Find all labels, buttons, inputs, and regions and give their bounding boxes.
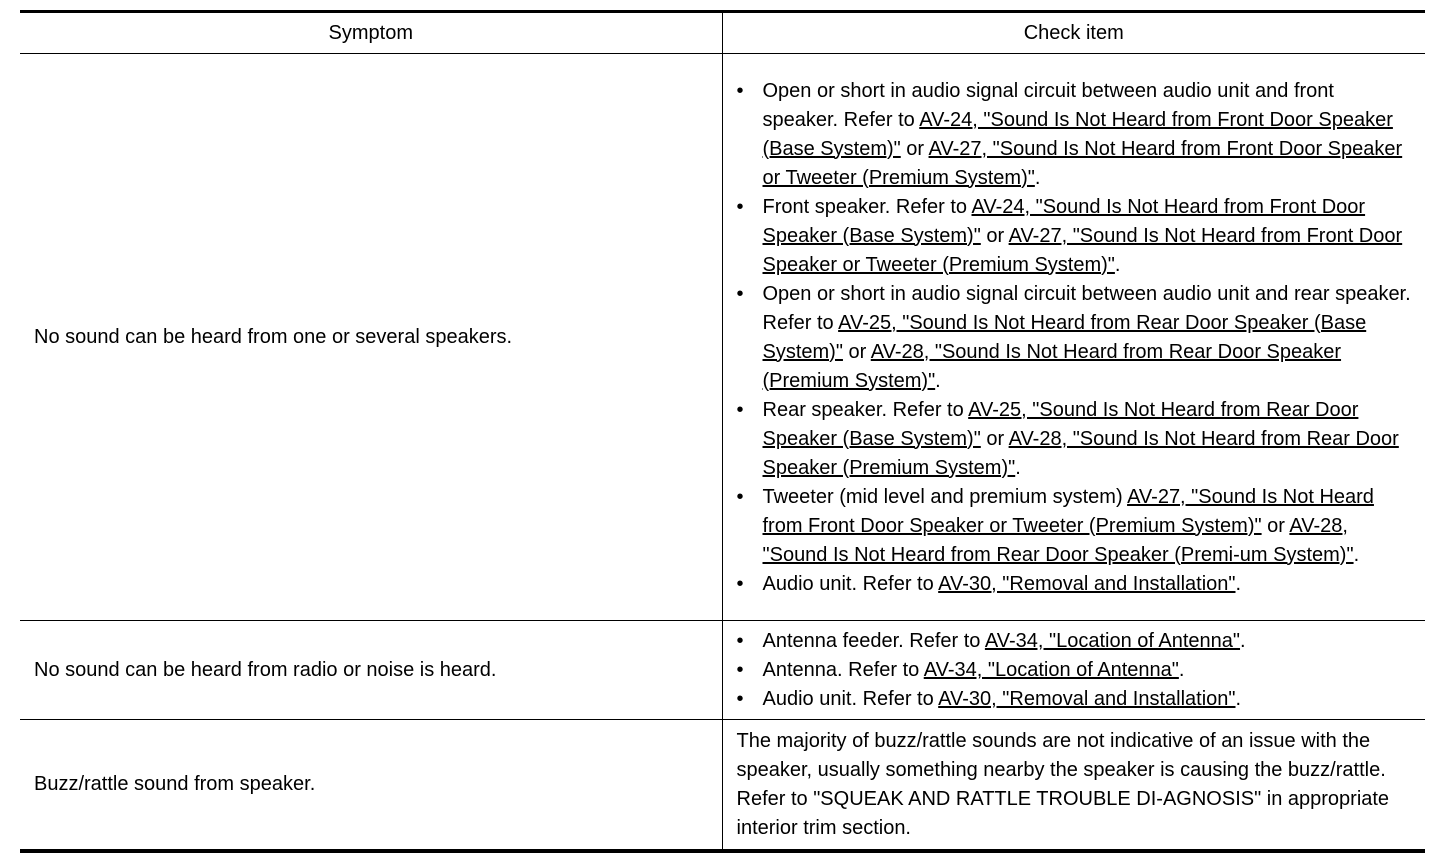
- check-item-text: or: [842, 340, 871, 363]
- check-item: [737, 483, 1416, 570]
- check-item-cell: [722, 54, 1425, 621]
- check-item-list: [737, 77, 1416, 599]
- check-item-text: or: [900, 137, 929, 160]
- check-item: [737, 685, 1416, 714]
- check-item-text: .: [1235, 688, 1242, 710]
- check-item-text: or: [1261, 514, 1290, 537]
- table-header-row: [20, 12, 1425, 54]
- check-item: [737, 570, 1416, 599]
- symptom-cell: No sound can be heard from one or several speakers.: [20, 54, 722, 621]
- check-item: [737, 396, 1416, 483]
- reference-link[interactable]: AV-28, "Sound Is Not Heard from Rear Door Speaker (Premi-um System)": [762, 514, 1354, 566]
- table-row: [20, 720, 1425, 851]
- header-check-item: Check item: [722, 12, 1425, 54]
- check-item-text: Audio unit. Refer to: [762, 572, 939, 595]
- check-item: [737, 280, 1416, 396]
- reference-link[interactable]: AV-34, "Location of Antenna": [923, 659, 1179, 681]
- check-item: [737, 193, 1416, 280]
- check-item-text: .: [1353, 543, 1360, 566]
- check-item-text: Antenna feeder. Refer to: [762, 630, 985, 652]
- reference-link[interactable]: AV-28, "Sound Is Not Heard from Rear Door Speaker (Premium System)": [762, 340, 1342, 392]
- reference-link[interactable]: AV-24, "Sound Is Not Heard from Front Door Speaker (Base System)": [762, 108, 1393, 160]
- check-item-text: Antenna. Refer to: [762, 659, 924, 681]
- symptom-cell: No sound can be heard from radio or noise is heard.: [20, 621, 722, 720]
- reference-link[interactable]: AV-25, "Sound Is Not Heard from Rear Door Speaker (Base System)": [762, 398, 1359, 450]
- check-item-cell: [722, 720, 1425, 851]
- check-item-text: or: [980, 224, 1009, 247]
- check-item-text: Front speaker. Refer to: [762, 195, 972, 218]
- symptom-cell: Buzz/rattle sound from speaker.: [20, 720, 722, 851]
- check-item-paragraph: The majority of buzz/rattle sounds are not indicative of an issue with the speaker, usually something nearby the speaker is causing the buzz/rattle. Refer to "SQUEAK AND RATTLE TROUBLE DI-AGNOSIS" in appropriate interior trim section.: [736, 729, 1390, 839]
- reference-link[interactable]: AV-27, "Sound Is Not Heard from Front Door Speaker or Tweeter (Premium System)": [762, 137, 1403, 189]
- check-item-text: .: [1015, 456, 1021, 479]
- check-item-text: Rear speaker. Refer to: [762, 398, 969, 421]
- check-item: [737, 627, 1416, 656]
- reference-link[interactable]: AV-30, "Removal and Installation": [938, 688, 1236, 710]
- table-row: [20, 621, 1425, 720]
- reference-link[interactable]: AV-30, "Removal and Installation": [938, 572, 1236, 595]
- check-item-text: .: [1034, 166, 1041, 189]
- reference-link[interactable]: AV-25, "Sound Is Not Heard from Rear Door Speaker (Base System)": [762, 311, 1367, 363]
- reference-link[interactable]: AV-27, "Sound Is Not Heard from Front Door Speaker or Tweeter (Premium System)": [762, 485, 1374, 537]
- header-symptom: Symptom: [20, 12, 722, 54]
- reference-link[interactable]: AV-28, "Sound Is Not Heard from Rear Door Speaker (Premium System)": [762, 427, 1399, 479]
- check-item-cell: [722, 621, 1425, 720]
- reference-link[interactable]: AV-24, "Sound Is Not Heard from Front Door Speaker (Base System)": [762, 195, 1366, 247]
- check-item-text: .: [1235, 572, 1242, 595]
- reference-link[interactable]: AV-27, "Sound Is Not Heard from Front Door Speaker or Tweeter (Premium System)": [762, 224, 1403, 276]
- reference-link[interactable]: AV-34, "Location of Antenna": [984, 630, 1241, 652]
- check-item: [737, 77, 1416, 193]
- check-item-text: .: [1178, 659, 1185, 681]
- check-item-text: Audio unit. Refer to: [762, 688, 939, 710]
- check-item-text: .: [1114, 253, 1121, 276]
- symptom-table: [20, 10, 1425, 853]
- check-item-text: Open or short in audio signal circuit between audio unit and rear speaker. Refer to: [762, 282, 1411, 334]
- table-row: [20, 54, 1425, 621]
- check-item-list: [737, 627, 1416, 714]
- check-item-text: .: [935, 369, 941, 392]
- check-item-text: Open or short in audio signal circuit between audio unit and front speaker. Refer to: [762, 79, 1334, 131]
- check-item: [737, 656, 1416, 685]
- check-item-text: .: [1240, 630, 1246, 652]
- check-item-text: or: [980, 427, 1009, 450]
- check-item-text: Tweeter (mid level and premium system): [762, 485, 1128, 508]
